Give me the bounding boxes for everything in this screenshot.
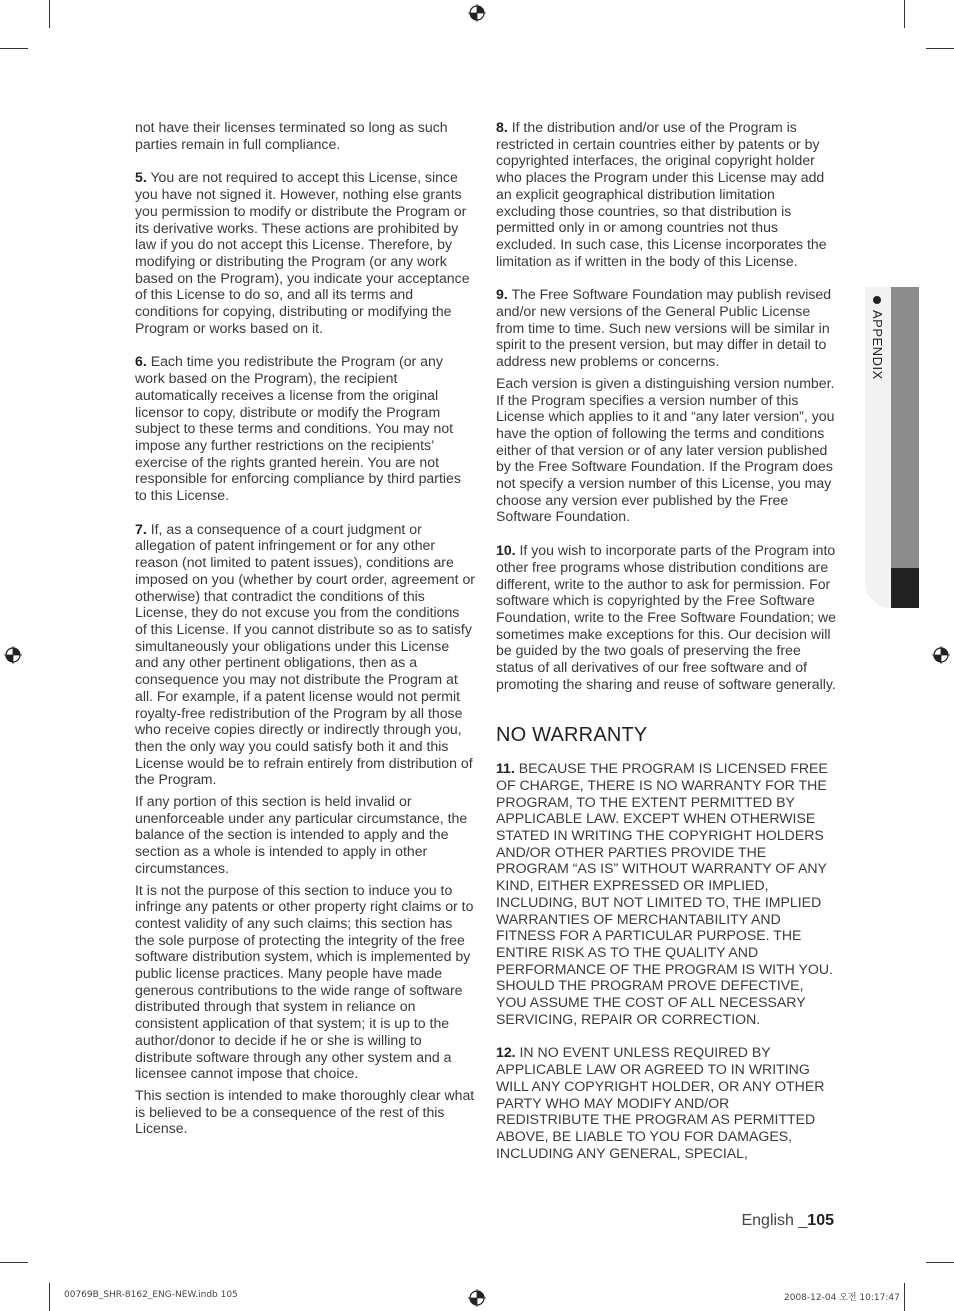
footer-language: English _ — [741, 1212, 808, 1229]
paragraph: This section is intended to make thoroughly clear what is believed to be a consequence of the rest of this License. — [135, 1086, 475, 1137]
section-text: If you wish to incorporate parts of the Program into other free programs whose distribution conditions are different, write to the author to ask for permission. For software which is copyrighted by the Free Software Foundation, write to the Free Software Foundation; we sometimes make exceptions for this. Our decision will be guided by the two goals of preserving the free status of all derivatives of our free software and of promoting the sharing and reuse of software generally. — [496, 542, 837, 692]
section-text: Each time you redistribute the Program (or any work based on the Program), the recipient automatically receives a license from the original licensor to copy, distribute or modify the Program subject to these terms and conditions. You may not impose any further restrictions on the recipients’ exercise of the rights granted herein. You are not responsible for enforcing compliance by third parties to this License. — [135, 353, 461, 504]
bullet-icon — [873, 296, 881, 304]
section-11 — [496, 760, 836, 1027]
right-column — [496, 119, 836, 1178]
paragraph: not have their licenses terminated so long as such parties remain in full compliance. — [135, 119, 448, 152]
section-8 — [496, 119, 836, 269]
registration-mark-icon — [4, 646, 22, 664]
section-number: 5. — [135, 169, 147, 186]
section-number: 11. — [496, 760, 515, 777]
crop-mark — [49, 1283, 50, 1311]
section-text: IN NO EVENT UNLESS REQUIRED BY APPLICABLE LAW OR AGREED TO IN WRITING WILL ANY COPYRIGHT HOLDER, OR ANY OTHER PARTY WHO MAY MODIFY AND/OR REDISTRIBUTE THE PROGRAM AS PERMITTED ABOVE, BE LIABLE TO YOU FOR DAMAGES, INCLUDING ANY GENERAL, SPECIAL, — [496, 1044, 825, 1161]
slug-filename: 00769B_SHR-8162_ENG-NEW.indb 105 — [64, 1290, 238, 1300]
section-number: 9. — [496, 286, 508, 303]
section-text: The Free Software Foundation may publish revised and/or new versions of the General Public License from time to time. Such new versions will be similar in spirit to the present version, but may differ in detail to address new problems or concerns. — [496, 286, 832, 370]
left-column — [135, 119, 475, 1154]
page-footer — [741, 1212, 834, 1230]
registration-mark-icon — [468, 4, 486, 22]
paragraph: It is not the purpose of this section to induce you to infringe any patents or other property right claims or to contest validity of any such claims; this section has the sole purpose of protecting the integrity of the free software distribution system, which is implemented by public license practices. Many people have made generous contributions to the wide range of software distributed through that system in reliance on consistent application of that system; it is up to the author/donor to decide if he or she is willing to distribute software through any other system and a licensee cannot impose that choice. — [135, 881, 474, 1082]
section-9 — [496, 286, 836, 370]
crop-mark — [904, 0, 905, 28]
paragraph: If any portion of this section is held invalid or unenforceable under any particular circumstance, the balance of the section is intended to apply and the section as a whole is intended to apply in other circumstances. — [135, 793, 468, 876]
section-text: You are not required to accept this License, since you have not signed it. However, nothing else grants you permission to modify or distribute the Program or its derivative works. These actions are prohibited by law if you do not accept this License. Therefore, by modifying or distributing the Program (or any work based on the Program), you indicate your acceptance of this License to do so, and all its terms and conditions for copying, distributing or modifying the Program or works based on it. — [135, 169, 470, 336]
tab-marker — [891, 568, 919, 608]
section-number: 12. — [496, 1044, 516, 1061]
registration-mark-icon — [932, 646, 950, 664]
section-text: If the distribution and/or use of the Program is restricted in certain countries either by patents or by copyrighted interfaces, the original copyright holder who places the Program under this License may add an explicit geographical distribution limitation excluding those countries, so that distribution is permitted only in or among countries not thus excluded. In such case, this License incorporates the limitation as if written in the body of this License. — [496, 119, 827, 269]
section-number: 6. — [135, 353, 147, 370]
section-12 — [496, 1044, 836, 1161]
section-heading: NO WARRANTY — [496, 723, 648, 746]
section-6 — [135, 353, 475, 503]
paragraph: Each version is given a distinguishing version number. If the Program specifies a version number of this License which applies to it and “any later version”, you have the option of following the terms and conditions either of that version or of any later version published by the Free Software Foundation. If the Program does not specify a version number of this License, you may choose any version ever published by the Free Software Foundation. — [496, 374, 835, 525]
section-text: If, as a consequence of a court judgment or allegation of patent infringement or for any other reason (not limited to patent issues), conditions are imposed on you (whether by court order, agreement or otherwise) that contradict the conditions of this License, they do not excuse you from the conditions of this License. If you cannot distribute so as to satisfy simultaneously your obligations under this License and any other pertinent obligations, then as a consequence you may not distribute the Program at all. For example, if a patent license would not permit royalty-free redistribution of the Program by all those who receive copies directly or indirectly through you, then the only way you could satisfy both it and this License would be to refrain entirely from distribution of the Program. — [135, 520, 475, 788]
crop-mark — [49, 0, 50, 28]
section-10 — [496, 542, 836, 692]
section-number: 8. — [496, 119, 508, 135]
section-number: 10. — [496, 542, 516, 559]
crop-mark — [904, 1283, 905, 1311]
section-7 — [135, 521, 475, 788]
crop-mark — [0, 48, 28, 49]
page-number: 105 — [807, 1212, 834, 1229]
section-5 — [135, 169, 475, 336]
registration-mark-icon — [468, 1289, 486, 1307]
crop-mark — [926, 1262, 954, 1263]
slug-datetime: 2008-12-04 오전 10:17:47 — [784, 1293, 900, 1303]
section-text: BECAUSE THE PROGRAM IS LICENSED FREE OF CHARGE, THERE IS NO WARRANTY FOR THE PROGRAM, TO THE EXTENT PERMITTED BY APPLICABLE LAW. EXCEPT WHEN OTHERWISE STATED IN WRITING THE COPYRIGHT HOLDERS AND/OR OTHER PARTIES PROVIDE THE PROGRAM “AS IS” WITHOUT WARRANTY OF ANY KIND, EITHER EXPRESSED OR IMPLIED, INCLUDING, BUT NOT LIMITED TO, THE IMPLIED WARRANTIES OF MERCHANTABILITY AND FITNESS FOR A PARTICULAR PURPOSE. THE ENTIRE RISK AS TO THE QUALITY AND PERFORMANCE OF THE PROGRAM IS WITH YOU. SHOULD THE PROGRAM PROVE DEFECTIVE, YOU ASSUME THE COST OF ALL NECESSARY SERVICING, REPAIR OR CORRECTION. — [496, 760, 833, 1027]
side-tab-label — [870, 296, 885, 380]
section-number: 7. — [135, 520, 147, 537]
crop-mark — [926, 48, 954, 49]
side-tab-text: APPENDIX — [870, 310, 885, 380]
crop-mark — [0, 1262, 28, 1263]
